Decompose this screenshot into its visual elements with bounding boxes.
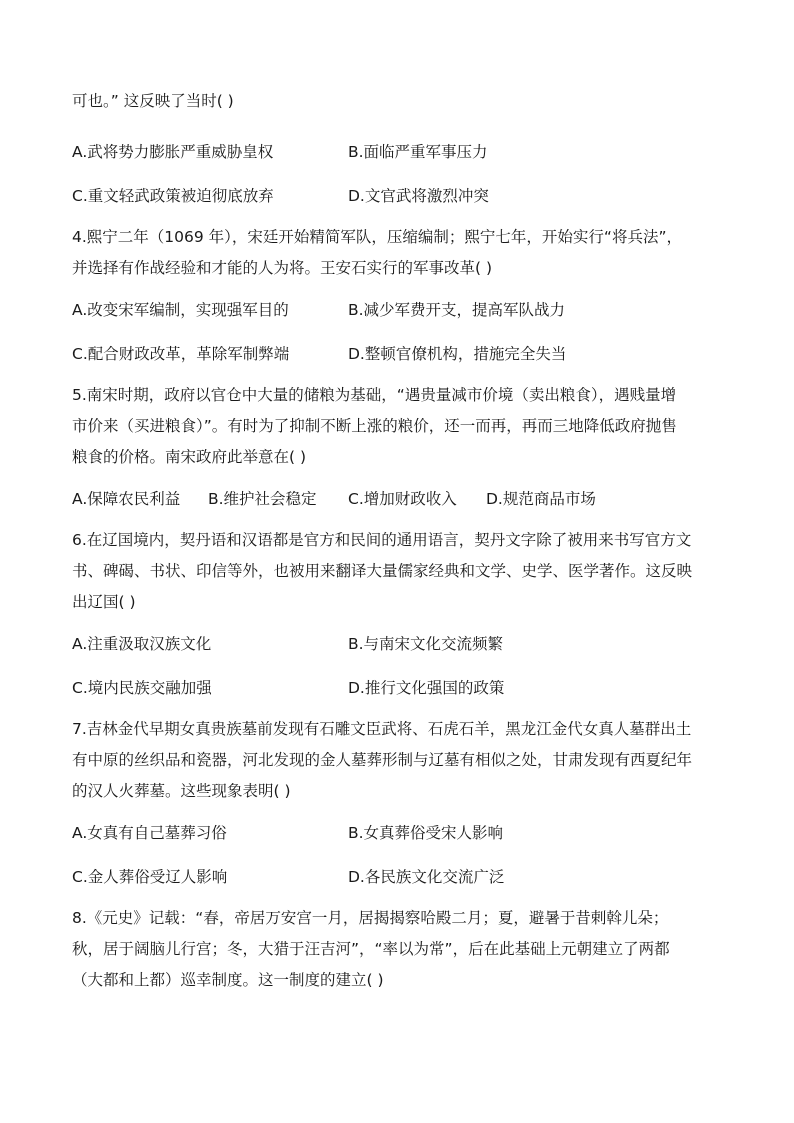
question-5-stem-line: 5.南宋时期，政府以官仓中大量的储粮为基础，“遇贵量减市价境（卖出粮食），遇贱量增 [72,386,677,404]
question-4 [72,218,722,376]
question-7-options-row-2 [72,855,722,899]
question-5-option-b[interactable]: B.维护社会稳定 [208,490,317,508]
question-4-stem-line: 并选择有作战经验和才能的人为将。王安石实行的军事改革( ) [72,259,493,277]
question-7-options-row-1 [72,811,722,855]
question-3-option-a[interactable]: A.武将势力膨胀严重威胁皇权 [72,143,274,161]
question-4-stem [72,218,722,288]
question-4-options-row-2 [72,332,722,376]
question-6-options-row-1 [72,622,722,666]
question-3-option-b[interactable]: B.面临严重军事压力 [348,143,488,161]
question-4-option-b[interactable]: B.减少军费开支，提高军队战力 [348,301,566,319]
question-4-option-a[interactable]: A.改变宋军编制，实现强军目的 [72,301,289,319]
question-7-option-c[interactable]: C.金人葬俗受辽人影响 [72,868,228,886]
exam-page [72,86,722,1000]
question-7-stem [72,710,722,811]
question-3 [72,86,722,218]
question-8-stem-line: 秋，居于阔脑儿行宫；冬，大猎于汪吉河”，“率以为常”，后在此基础上元朝建立了两都 [72,940,670,958]
question-4-option-c[interactable]: C.配合财政改革，革除军制弊端 [72,345,290,363]
question-7-stem-line: 7.吉林金代早期女真贵族墓前发现有石雕文臣武将、石虎石羊，黑龙江金代女真人墓群出土 [72,720,692,738]
question-5-stem-line: 市价来（买进粮食）”。有时为了抑制不断上涨的粮价，还一而再，再而三地降低政府抛售 [72,417,677,435]
question-7-option-d[interactable]: D.各民族文化交流广泛 [348,868,505,886]
question-3-options-row-2 [72,174,722,218]
question-4-option-d[interactable]: D.整顿官僚机构，措施完全失当 [348,345,567,363]
question-5-stem [72,376,722,477]
question-6-options-row-2 [72,666,722,710]
question-6-option-b[interactable]: B.与南宋文化交流频繁 [348,635,504,653]
question-3-stem-tail: 可也。” 这反映了当时( ) [72,92,234,110]
question-5-option-a[interactable]: A.保障农民利益 [72,490,181,508]
question-5-options-row [72,477,722,521]
question-6-option-d[interactable]: D.推行文化强国的政策 [348,679,505,697]
question-8-stem [72,899,722,1000]
question-8 [72,899,722,1000]
question-3-option-c[interactable]: C.重文轻武政策被迫彻底放弃 [72,187,274,205]
question-5-stem-line: 粮食的价格。南宋政府此举意在( ) [72,448,307,466]
question-7-option-a[interactable]: A.女真有自己墓葬习俗 [72,824,227,842]
question-7-stem-line: 有中原的丝织品和瓷器，河北发现的金人墓葬形制与辽墓有相似之处，甘肃发现有西夏纪年 [72,751,693,769]
question-8-stem-line: 8.《元史》记载：“春，帝居万安宫一月，居揭揭察哈殿二月；夏，避暑于昔剌斡儿朵； [72,909,669,927]
question-5-option-c[interactable]: C.增加财政收入 [348,490,457,508]
question-5 [72,376,722,521]
question-7-stem-line: 的汉人火葬墓。这些现象表明( ) [72,782,291,800]
question-6-stem-line: 6.在辽国境内，契丹语和汉语都是官方和民间的通用语言，契丹文字除了被用来书写官方文 [72,531,692,549]
question-6-option-c[interactable]: C.境内民族交融加强 [72,679,212,697]
question-6 [72,521,722,710]
question-8-stem-line: （大都和上都）巡幸制度。这一制度的建立( ) [72,971,384,989]
question-3-option-d[interactable]: D.文官武将激烈冲突 [348,187,489,205]
question-4-stem-line: 4.熙宁二年（1069 年），宋廷开始精简军队，压缩编制；熙宁七年，开始实行“将兵法”， [72,228,682,246]
question-4-options-row-1 [72,288,722,332]
question-6-stem [72,521,722,622]
question-7-option-b[interactable]: B.女真葬俗受宋人影响 [348,824,504,842]
question-7 [72,710,722,899]
question-6-option-a[interactable]: A.注重汲取汉族文化 [72,635,212,653]
question-6-stem-line: 书、碑碣、书状、印信等外，也被用来翻译大量儒家经典和文学、史学、医学著作。这反映 [72,562,693,580]
question-6-stem-line: 出辽国( ) [72,593,136,611]
question-5-option-d[interactable]: D.规范商品市场 [486,490,596,508]
question-3-options-row-1 [72,130,722,174]
